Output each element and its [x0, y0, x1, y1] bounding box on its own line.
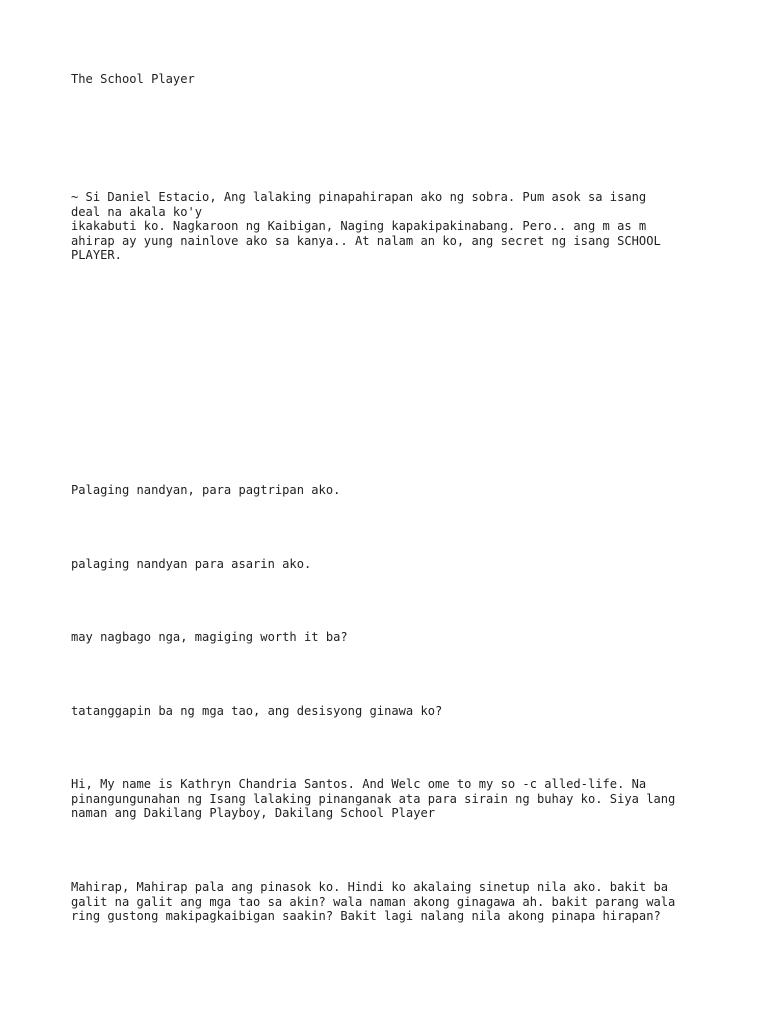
story-line-3: may nagbago nga, magiging worth it ba?	[71, 630, 348, 644]
document-title: The School Player	[71, 72, 195, 86]
story-line-4: tatanggapin ba ng mga tao, ang desisyong ginawa ko?	[71, 704, 443, 718]
intro-paragraph: Hi, My name is Kathryn Chandria Santos. And Welc ome to my so -c alled-life. Na pinangungunahan ng Isang lalaking pinanganak ata para sirain ng buhay ko. Siya lang naman ang Dakilang Playboy, Dakilang School Player	[71, 777, 676, 821]
story-line-2: palaging nandyan para asarin ako.	[71, 557, 312, 571]
struggle-paragraph: Mahirap, Mahirap pala ang pinasok ko. Hindi ko akalaing sinetup nila ako. bakit ba galit na galit ang mga tao sa akin? wala naman akong ginagawa ah. bakit parang wala ring gustong makipagkaibigan saakin? Bakit lagi nalang nila akong pinapa hirapan?	[71, 880, 676, 924]
story-line-1: Palaging nandyan, para pagtripan ako.	[71, 483, 341, 497]
synopsis-paragraph: ~ Si Daniel Estacio, Ang lalaking pinapahirapan ako ng sobra. Pum asok sa isang deal na akala ko'y ikakabuti ko. Nagkaroon ng Kaibigan, Naging kapakipakinabang. Pero.. ang m as m ahirap ay yung nainlove ako sa kanya.. At nalam an ko, ang secret ng isang SCHOOL PLAYER.	[71, 190, 661, 263]
